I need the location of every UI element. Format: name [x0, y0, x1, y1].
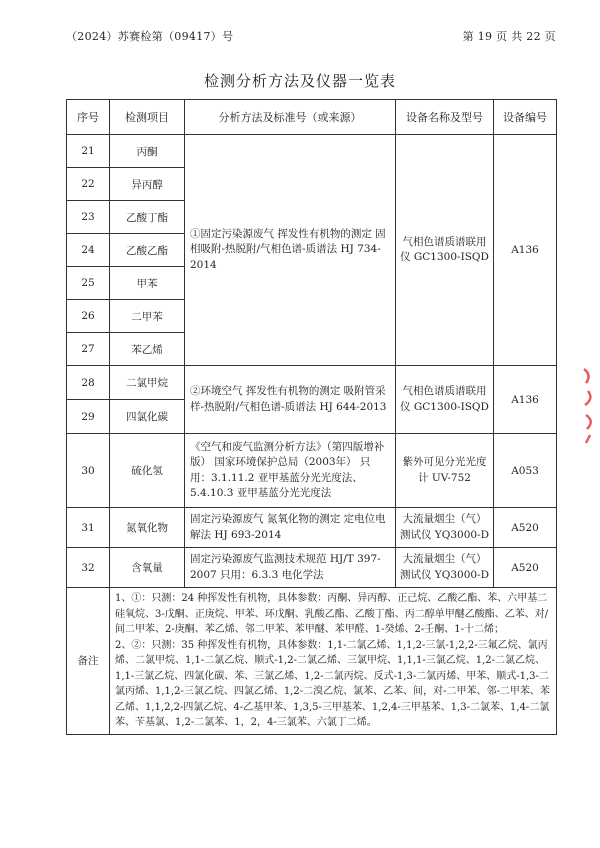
equipment-number: A136 [494, 135, 557, 366]
equipment-number: A520 [494, 548, 557, 588]
header-equip-no: 设备编号 [494, 100, 557, 135]
row-number: 26 [67, 300, 110, 333]
table-header-row [67, 100, 557, 135]
page-indicator: 第 19 页 共 22 页 [462, 30, 556, 43]
equipment-name: 紫外可见分光光度计 UV-752 [396, 434, 494, 508]
notes-content [110, 588, 557, 735]
row-number: 27 [67, 333, 110, 366]
row-number: 21 [67, 135, 110, 168]
row-number: 30 [67, 434, 110, 508]
test-item: 四氯化碳 [110, 400, 185, 434]
header-method: 分析方法及标准号（或来源） [185, 100, 396, 135]
equipment-number: A136 [494, 366, 557, 434]
test-item: 二氯甲烷 [110, 366, 185, 400]
document-title: 检测分析方法及仪器一览表 [203, 72, 396, 90]
row-number: 31 [67, 508, 110, 548]
row-number: 32 [67, 548, 110, 588]
test-item: 硫化氢 [110, 434, 185, 508]
seal-stamp-edge [580, 365, 598, 445]
table-row [67, 366, 557, 400]
equipment-number: A520 [494, 508, 557, 548]
analysis-method: ②环境空气 挥发性有机物的测定 吸附管采样-热脱附/气相色谱-质谱法 HJ 644-2013 [185, 366, 396, 434]
row-number: 23 [67, 201, 110, 234]
test-item: 氮氧化物 [110, 508, 185, 548]
test-item: 二甲苯 [110, 300, 185, 333]
row-number: 28 [67, 366, 110, 400]
test-item: 异丙醇 [110, 168, 185, 201]
note-item: 2、②：只测：35 种挥发性有机物，具体参数：1,1-二氯乙烯、1,1,2-三氯-1,2,2-三氟乙烷、氯丙烯、二氯甲烷、1,1-二氯乙烷、顺式-1,2-二氯乙烯、三氯甲烷、1,1,1-三氯乙烷、1,2-二氯乙烷、1,1-三氯乙烷、四氯化碳、苯、三氯乙烯、1,2-二氯丙烷、反式-1,3-二氯丙烯、甲苯、顺式-1,3-二氯丙烯、1,1,2-三氯乙烷、四氯乙烯、1,2-二溴乙烷、氯苯、乙苯、间，对-二甲苯、邻-二甲苯、苯乙烯、1,1,2,2-四氯乙烷、4-乙基甲苯、1,3,5-三甲基苯、1,2,4-三甲基苯、1,3-二氯苯、1,4-二氯苯、苄基氯、1,2-二氯苯、1，2，4-三氯苯、六氯丁二烯。 [115, 639, 550, 728]
test-item: 含氧量 [110, 548, 185, 588]
row-number: 25 [67, 267, 110, 300]
analysis-method: ①固定污染源废气 挥发性有机物的测定 固相吸附-热脱附/气相色谱-质谱法 HJ 734-2014 [185, 135, 396, 366]
notes-label: 备注 [67, 588, 110, 735]
test-item: 乙酸乙酯 [110, 234, 185, 267]
equipment-name: 气相色谱质谱联用仪 GC1300-ISQD [396, 135, 494, 366]
test-item: 苯乙烯 [110, 333, 185, 366]
table-row [67, 508, 557, 548]
equipment-number: A053 [494, 434, 557, 508]
test-item: 乙酸丁酯 [110, 201, 185, 234]
row-number: 29 [67, 400, 110, 434]
analysis-method: 固定污染源废气监测技术规范 HJ/T 397-2007 只用：6.3.3 电化学法 [185, 548, 396, 588]
equipment-name: 大流量烟尘（气）测试仪 YQ3000-D [396, 548, 494, 588]
equipment-name: 大流量烟尘（气）测试仪 YQ3000-D [396, 508, 494, 548]
note-item: 1、①：只测：24 种挥发性有机物，具体参数：丙酮、异丙醇、正己烷、乙酸乙酯、苯、六甲基二硅氧烷、3-戊酮、正庚烷、甲苯、环戊酮、乳酸乙酯、乙酸丁酯、丙二醇单甲醚乙酸酯、乙苯、对/间二甲苯、2-庚酮、苯乙烯、邻二甲苯、苯甲醚、苯甲醛、1-癸烯、2-壬酮、1-十二烯； [115, 593, 549, 635]
equipment-name: 气相色谱质谱联用仪 GC1300-ISQD [396, 366, 494, 434]
test-item: 丙酮 [110, 135, 185, 168]
analysis-method: 《空气和废气监测分析方法》（第四版增补版） 国家环境保护总局（2003年） 只用：3.1.11.2 亚甲基蓝分光光度法、5.4.10.3 亚甲基蓝分光光度法 [185, 434, 396, 508]
table-row [67, 434, 557, 508]
report-number: （2024）苏赛检第（09417）号 [66, 30, 234, 43]
table-row [67, 548, 557, 588]
analysis-method: 固定污染源废气 氮氧化物的测定 定电位电解法 HJ 693-2014 [185, 508, 396, 548]
notes-row [67, 588, 557, 735]
table-row [67, 135, 557, 168]
header-seq: 序号 [67, 100, 110, 135]
header-item: 检测项目 [110, 100, 185, 135]
test-item: 甲苯 [110, 267, 185, 300]
row-number: 24 [67, 234, 110, 267]
row-number: 22 [67, 168, 110, 201]
methods-table [66, 99, 557, 735]
header-equipment: 设备名称及型号 [396, 100, 494, 135]
